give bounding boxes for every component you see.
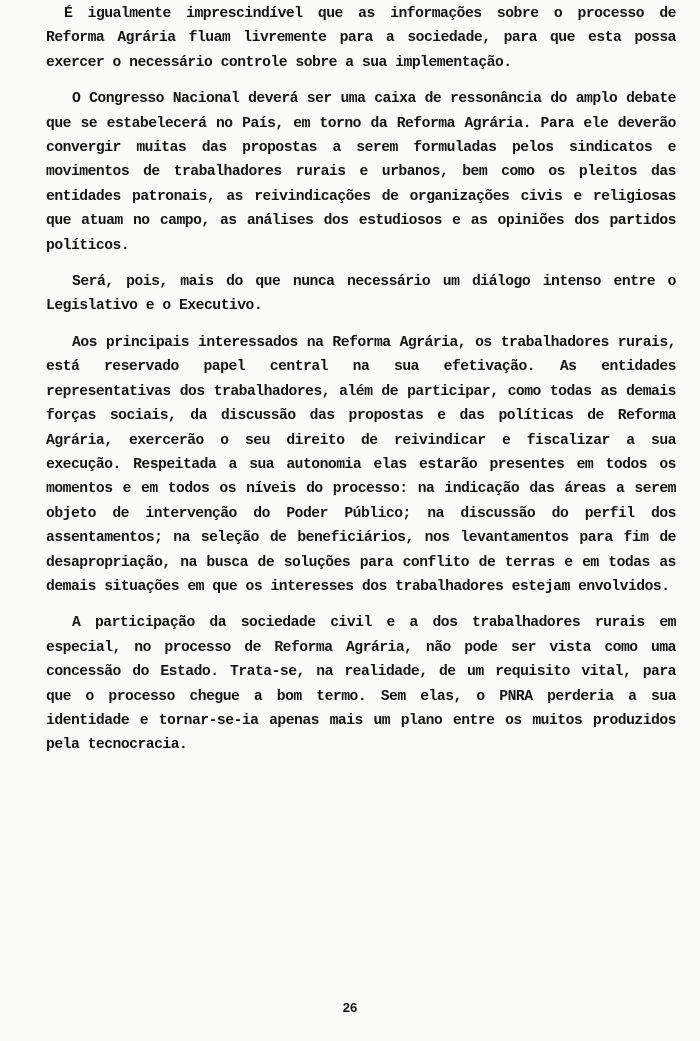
paragraph-civil-society: A participação da sociedade civil e a dos trabalhadores rurais em especial, no processo de Reforma Agrária, não pode ser vista como uma concessão do Estado. Trata-se, na realidade, de um requisito vital, para que o processo chegue a bom termo. Sem elas, o PNRA perderia a sua identidade e tornar-se-ia apenas mais um plano entre os muitos produzidos pela tecnocracia. [46, 615, 676, 754]
paragraph-dialogue: Será, pois, mais do que nunca necessário um diálogo intenso entre o Legislativo e o Executivo. [46, 274, 676, 315]
body-text [46, 2, 676, 770]
paragraph-information-flow: É igualmente imprescindível que as informações sobre o processo de Reforma Agrária fluam livremente para a sociedade, para que esta possa exercer o necessário controle sobre a sua implementação. [46, 6, 676, 71]
page-number: 26 [342, 1000, 358, 1015]
paragraph-congress: O Congresso Nacional deverá ser uma caixa de ressonância do amplo debate que se estabelecerá no País, em torno da Reforma Agrária. Para ele deverão convergir muitas das propostas a serem formuladas pelos sindicatos e movimentos de trabalhadores rurais e urbanos, bem como os pleitos das entidades patronais, as reivindicações de organizações civis e religiosas que atuam no campo, as análises dos estudiosos e as opiniões dos partidos políticos. [46, 91, 676, 254]
paragraph-rural-workers: Aos principais interessados na Reforma Agrária, os trabalhadores rurais, está reservado papel central na sua efetivação. As entidades representativas dos trabalhadores, além de participar, como todas as demais forças sociais, da discussão das propostas e das políticas de Reforma Agrária, exercerão o seu direito de reivindicar e fiscalizar a sua execução. Respeitada a sua autonomia elas estarão presentes em todos os momentos e em todos os níveis do processo: na indicação das áreas a serem objeto de intervenção do Poder Público; na discussão do perfil dos assentamentos; na seleção de beneficiários, nos levantamentos para fim de desapropriação, na busca de soluções para conflito de terras e em todas as demais situações em que os interesses dos trabalhadores estejam envolvidos. [46, 334, 676, 595]
